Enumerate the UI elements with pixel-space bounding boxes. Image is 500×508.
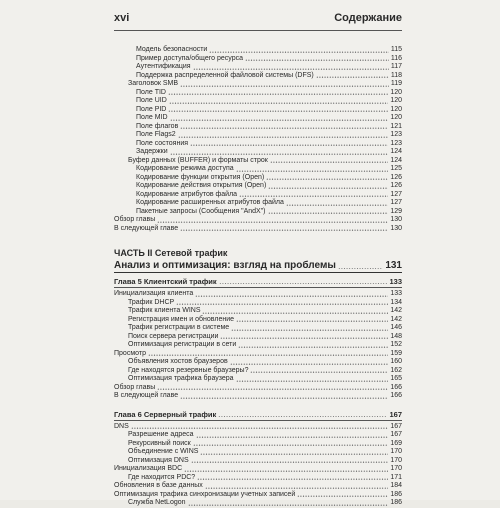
- dot-leader: [238, 341, 388, 350]
- page-number: xvi: [114, 12, 130, 24]
- toc-entry-title: Оптимизация DNS: [128, 456, 189, 464]
- dot-leader: [209, 46, 389, 55]
- dot-leader: [148, 350, 388, 359]
- toc-entry-page: 123: [390, 139, 402, 147]
- chapter-5-page: 133: [389, 277, 402, 286]
- toc-entry-title: Кодирование функции открытия (Open): [136, 173, 265, 181]
- toc-entry-title: Поле MID: [136, 114, 168, 121]
- dot-leader: [219, 276, 388, 287]
- toc-entry-page: 186: [390, 499, 402, 506]
- toc-entry: [114, 208, 402, 217]
- toc-entry: [114, 350, 402, 359]
- dot-leader: [270, 157, 388, 166]
- toc-entry: [114, 46, 402, 55]
- toc-entry-title: Оптимизация трафика синхронизации учетных записей: [114, 490, 296, 498]
- toc-entry-page: 148: [390, 332, 402, 340]
- toc-entry-page: 169: [390, 439, 402, 447]
- toc-entry: [114, 448, 402, 457]
- dot-leader: [236, 316, 388, 325]
- dot-leader: [266, 174, 388, 183]
- toc-section-chapter6: [114, 423, 402, 508]
- toc-entry: [114, 63, 402, 72]
- toc-entry: [114, 367, 402, 376]
- toc-entry-page: 129: [390, 207, 402, 215]
- toc-entry-title: Где находятся резервные браузеры?: [128, 366, 249, 374]
- toc-entry-page: 120: [390, 88, 402, 96]
- dot-leader: [200, 448, 388, 457]
- toc-entry-title: Оптимизация трафика браузера: [128, 375, 234, 382]
- dot-leader: [176, 299, 388, 308]
- toc-entry-title: Аутентификация: [136, 63, 191, 70]
- toc-entry-page: 126: [390, 173, 402, 181]
- dot-leader: [231, 324, 388, 333]
- toc-entry: [114, 333, 402, 342]
- dot-leader: [236, 165, 389, 174]
- toc-entry-title: Поле состояния: [136, 139, 189, 147]
- chapter-6-page: 167: [389, 409, 402, 419]
- toc-entry-page: 120: [390, 97, 402, 104]
- toc-entry: [114, 174, 402, 183]
- dot-leader: [157, 216, 388, 225]
- toc-entry-page: 159: [390, 349, 402, 357]
- toc-entry-page: 116: [390, 54, 402, 62]
- toc-entry-title: Пример доступа/общего ресурса: [136, 54, 243, 62]
- toc-entry-page: 152: [390, 341, 402, 348]
- part-subtitle-row: [114, 259, 402, 273]
- toc-entry-page: 166: [390, 383, 402, 391]
- page-header: [114, 12, 402, 27]
- toc-section-smb: [114, 46, 402, 233]
- toc-entry-page: 184: [390, 482, 402, 489]
- dot-leader: [316, 72, 389, 81]
- part-title: ЧАСТЬ II Сетевой трафик: [114, 248, 228, 258]
- toc-entry-page: 120: [390, 114, 402, 121]
- toc-entry: [114, 225, 402, 234]
- dot-leader: [230, 358, 389, 367]
- dot-leader: [131, 423, 389, 432]
- toc-entry-page: 170: [390, 456, 402, 464]
- toc-entry: [114, 148, 402, 157]
- toc-entry-title: Поле TID: [136, 88, 166, 96]
- toc-entry-page: 124: [390, 156, 402, 164]
- dot-leader: [168, 106, 388, 115]
- toc-entry: [114, 316, 402, 325]
- dot-leader: [191, 457, 389, 466]
- toc-entry-title: Кодирование расширенных атрибутов файла: [136, 199, 284, 206]
- toc-entry: [114, 157, 402, 166]
- toc-entry-title: Просмотр: [114, 349, 146, 357]
- dot-leader: [178, 131, 389, 140]
- toc-entry-title: Обзор главы: [114, 383, 156, 391]
- toc-entry-title: В следующей главе: [114, 224, 179, 232]
- toc-entry-page: 167: [390, 422, 402, 430]
- toc-entry: [114, 131, 402, 140]
- toc-entry: [114, 384, 402, 393]
- toc-entry-page: 167: [390, 431, 402, 438]
- toc-entry: [114, 431, 402, 440]
- toc-entry-title: Поле Flags2: [136, 131, 176, 138]
- toc-entry-page: 121: [390, 122, 402, 130]
- dot-leader: [205, 482, 389, 491]
- part-heading: [114, 247, 402, 259]
- toc-entry-page: 115: [390, 46, 402, 53]
- dot-leader: [180, 80, 389, 89]
- toc-entry-title: Трафик DHCP: [128, 298, 175, 306]
- toc-entry-page: 170: [390, 448, 402, 455]
- toc-entry: [114, 491, 402, 500]
- toc-entry: [114, 392, 402, 401]
- toc-entry-title: Регистрация имен и обновление: [128, 315, 235, 323]
- dot-leader: [268, 208, 389, 217]
- dot-leader: [195, 290, 388, 299]
- dot-leader: [188, 499, 389, 508]
- dot-leader: [338, 259, 383, 272]
- toc-entry: [114, 358, 402, 367]
- dot-leader: [220, 333, 388, 342]
- toc-entry-page: 125: [390, 165, 402, 172]
- toc-entry-page: 127: [390, 199, 402, 206]
- dot-leader: [170, 114, 389, 123]
- toc-entry-title: Поиск сервера регистрации: [128, 332, 219, 340]
- toc-entry: [114, 97, 402, 106]
- dot-leader: [190, 140, 388, 149]
- toc-entry-title: Буфер данных (BUFFER) и форматы строк: [128, 156, 268, 164]
- dot-leader: [168, 89, 388, 98]
- toc-entry: [114, 474, 402, 483]
- toc-entry: [114, 140, 402, 149]
- toc-section-chapter5: [114, 290, 402, 401]
- part-subtitle: Анализ и оптимизация: взгляд на проблемы: [114, 260, 336, 271]
- toc-entry: [114, 375, 402, 384]
- toc-entry-page: 117: [390, 63, 402, 70]
- toc-entry-page: 130: [390, 224, 402, 232]
- part-subtitle-page: 131: [385, 260, 402, 271]
- dot-leader: [236, 375, 389, 384]
- toc-entry-title: Поддержка распределенной файловой системы (DFS): [136, 71, 314, 79]
- toc-entry-page: 142: [390, 307, 402, 314]
- toc-entry: [114, 123, 402, 132]
- dot-leader: [180, 392, 388, 401]
- toc-entry: [114, 299, 402, 308]
- toc-entry-title: Инициализация BDC: [114, 465, 183, 472]
- table-of-contents: [114, 46, 402, 508]
- toc-entry-title: Пакетные запросы (Сообщения "AndX"): [136, 207, 266, 215]
- toc-entry-title: Обновления в базе данных: [114, 482, 203, 489]
- chapter-5-title: Глава 5 Клиентский трафик: [114, 277, 217, 286]
- dot-leader: [297, 491, 388, 500]
- dot-leader: [268, 182, 388, 191]
- toc-entry-title: Задержки: [136, 148, 168, 155]
- toc-entry: [114, 324, 402, 333]
- dot-leader: [250, 367, 388, 376]
- toc-entry: [114, 465, 402, 474]
- toc-entry: [114, 199, 402, 208]
- toc-entry-page: 142: [390, 315, 402, 323]
- dot-leader: [157, 384, 388, 393]
- toc-entry: [114, 114, 402, 123]
- toc-entry-title: Поле флагов: [136, 122, 179, 130]
- dot-leader: [170, 148, 389, 157]
- toc-entry: [114, 440, 402, 449]
- toc-entry: [114, 423, 402, 432]
- toc-entry-page: 118: [390, 71, 402, 79]
- dot-leader: [197, 474, 388, 483]
- toc-entry-title: Поле PID: [136, 105, 167, 113]
- toc-entry-title: DNS: [114, 422, 129, 430]
- toc-entry-page: 186: [390, 490, 402, 498]
- toc-entry: [114, 341, 402, 350]
- chapter-6-heading: [114, 409, 402, 421]
- toc-entry-title: Кодирование атрибутов файла: [136, 190, 238, 198]
- toc-entry: [114, 290, 402, 299]
- toc-entry-page: 165: [390, 375, 402, 382]
- running-title: Содержание: [334, 12, 402, 24]
- toc-entry-page: 123: [390, 131, 402, 138]
- toc-entry-title: Разрешение адреса: [128, 431, 194, 438]
- toc-entry-title: Рекурсивный поиск: [128, 439, 191, 447]
- toc-entry-title: Поле UID: [136, 97, 167, 104]
- toc-entry-page: 171: [390, 473, 402, 481]
- toc-entry-title: Объявления хостов браузеров: [128, 358, 228, 365]
- toc-entry-page: 166: [390, 392, 402, 399]
- toc-entry-title: Инициализация клиента: [114, 290, 194, 297]
- chapter-5-heading: [114, 276, 402, 288]
- toc-entry-title: Служба NetLogon: [128, 499, 186, 506]
- dot-leader: [180, 225, 388, 234]
- toc-entry-title: Оптимизация регистрации в сети: [128, 341, 237, 348]
- dot-leader: [218, 409, 387, 420]
- toc-entry-title: В следующей главе: [114, 392, 179, 399]
- dot-leader: [286, 199, 388, 208]
- dot-leader: [169, 97, 389, 106]
- toc-entry-page: 160: [390, 358, 402, 365]
- dot-leader: [180, 123, 388, 132]
- toc-entry-title: Трафик клиента WINS: [128, 307, 201, 314]
- dot-leader: [245, 55, 389, 64]
- toc-entry-page: 119: [390, 80, 402, 87]
- chapter-6-title: Глава 6 Серверный трафик: [114, 409, 217, 419]
- dot-leader: [184, 465, 388, 474]
- toc-entry-page: 134: [390, 298, 402, 306]
- toc-entry: [114, 89, 402, 98]
- toc-entry: [114, 307, 402, 316]
- toc-entry: [114, 55, 402, 64]
- toc-entry-page: 126: [390, 182, 402, 189]
- toc-entry-page: 133: [390, 290, 402, 297]
- toc-entry: [114, 499, 402, 508]
- toc-entry: [114, 165, 402, 174]
- dot-leader: [193, 63, 389, 72]
- toc-entry-title: Трафик регистрации в системе: [128, 324, 230, 331]
- header-rule: [114, 30, 402, 31]
- toc-entry-title: Модель безопасности: [136, 46, 208, 53]
- dot-leader: [239, 191, 388, 200]
- dot-leader: [196, 431, 389, 440]
- toc-entry-page: 170: [390, 465, 402, 472]
- toc-entry-page: 127: [390, 190, 402, 198]
- toc-entry-page: 120: [390, 105, 402, 113]
- toc-entry: [114, 216, 402, 225]
- toc-entry-title: Заголовок SMB: [128, 80, 179, 87]
- dot-leader: [193, 440, 389, 449]
- toc-entry-title: Кодирование действия открытия (Open): [136, 182, 267, 189]
- toc-entry: [114, 106, 402, 115]
- toc-entry-title: Где находится PDC?: [128, 473, 196, 481]
- toc-entry: [114, 80, 402, 89]
- toc-entry-title: Объединение с WINS: [128, 448, 199, 455]
- toc-entry-page: 146: [390, 324, 402, 331]
- toc-entry-page: 162: [390, 366, 402, 374]
- toc-entry: [114, 457, 402, 466]
- toc-entry: [114, 482, 402, 491]
- toc-entry-title: Кодирование режима доступа: [136, 165, 234, 172]
- toc-entry-page: 124: [390, 148, 402, 155]
- toc-entry: [114, 182, 402, 191]
- dot-leader: [202, 307, 388, 316]
- toc-entry: [114, 72, 402, 81]
- toc-entry-title: Обзор главы: [114, 216, 156, 223]
- toc-entry: [114, 191, 402, 200]
- toc-entry-page: 130: [390, 216, 402, 223]
